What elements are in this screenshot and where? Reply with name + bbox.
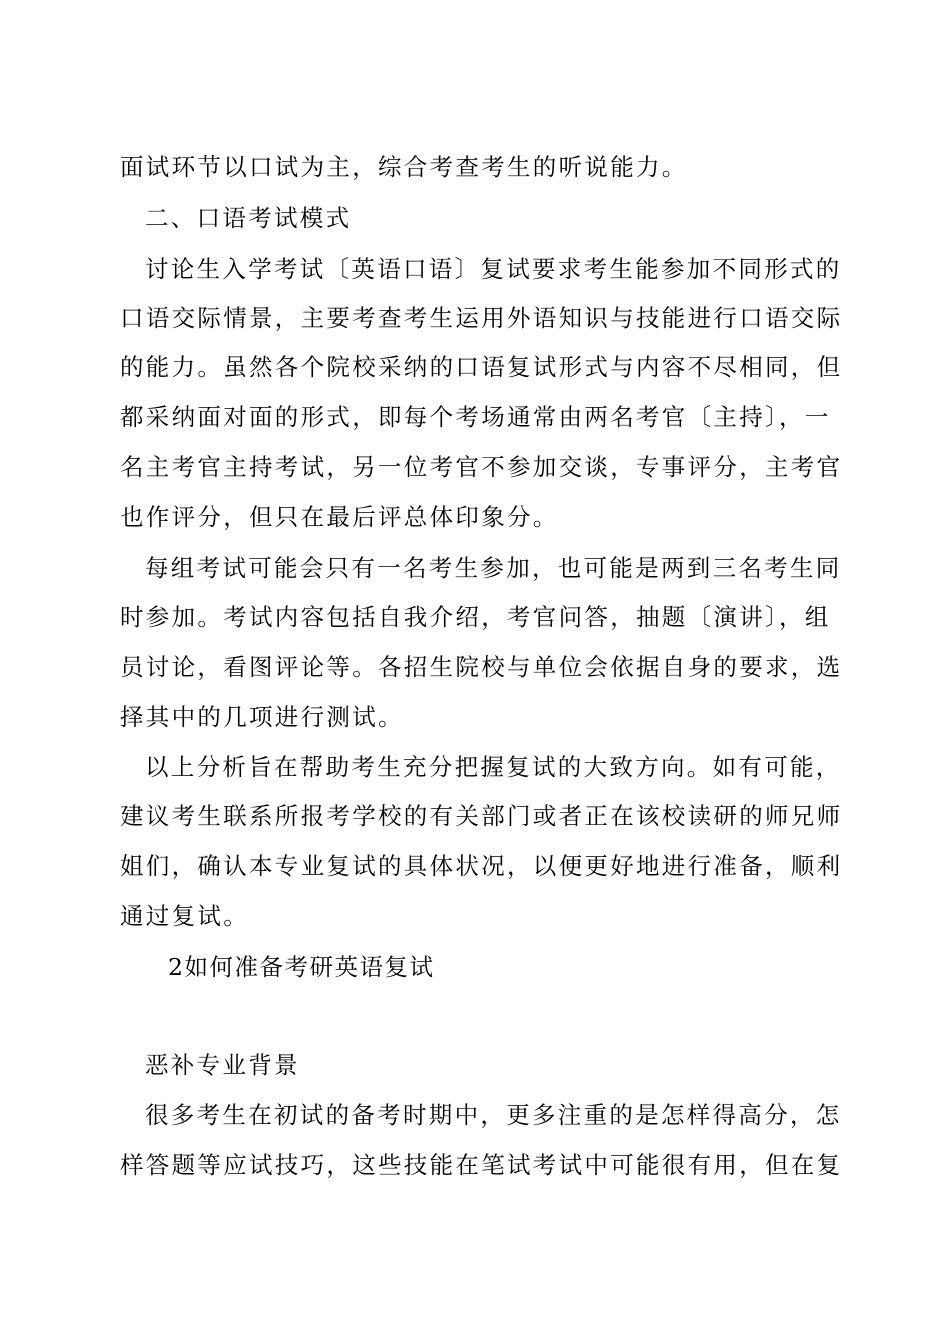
- section-heading: 二、口语考试模式: [145, 204, 352, 232]
- paragraph-line: 员讨论，看图评论等。各招生院校与单位会依据自身的要求，选: [120, 653, 843, 681]
- paragraph-line: 名主考官主持考试，另一位考官不参加交谈，专事评分，主考官: [120, 453, 843, 481]
- paragraph-line: 样答题等应试技巧，这些技能在笔试考试中可能很有用，但在复: [120, 1151, 843, 1179]
- paragraph-line: 姐们，确认本专业复试的具体状况，以便更好地进行准备，顺利: [120, 852, 843, 880]
- paragraph-line: 面试环节以口试为主，综合考查考生的听说能力。: [120, 153, 688, 181]
- section-title: 2如何准备考研英语复试: [168, 953, 435, 981]
- paragraph-line: 以上分析旨在帮助考生充分把握复试的大致方向。如有可能，: [145, 753, 842, 781]
- paragraph-line: 讨论生入学考试〔英语口语〕复试要求考生能参加不同形式的: [145, 255, 842, 283]
- paragraph-line: 的能力。虽然各个院校采纳的口语复试形式与内容不尽相同，但: [120, 353, 843, 381]
- paragraph-line: 建议考生联系所报考学校的有关部门或者正在该校读研的师兄师: [120, 802, 843, 830]
- paragraph-line: 都采纳面对面的形式，即每个考场通常由两名考官〔主持〕，一: [120, 403, 831, 431]
- paragraph-line: 很多考生在初试的备考时期中，更多注重的是怎样得高分，怎: [145, 1101, 842, 1129]
- subsection-heading: 恶补专业背景: [145, 1051, 300, 1079]
- paragraph-line: 也作评分，但只在最后评总体印象分。: [120, 503, 559, 531]
- paragraph-line: 通过复试。: [120, 902, 249, 930]
- paragraph-line: 口语交际情景，主要考查考生运用外语知识与技能进行口语交际: [120, 304, 843, 332]
- paragraph-line: 时参加。考试内容包括自我介绍，考官问答，抽题〔演讲〕，组: [120, 603, 831, 631]
- paragraph-line: 择其中的几项进行测试。: [120, 703, 404, 731]
- paragraph-line: 每组考试可能会只有一名考生参加，也可能是两到三名考生同: [145, 554, 842, 582]
